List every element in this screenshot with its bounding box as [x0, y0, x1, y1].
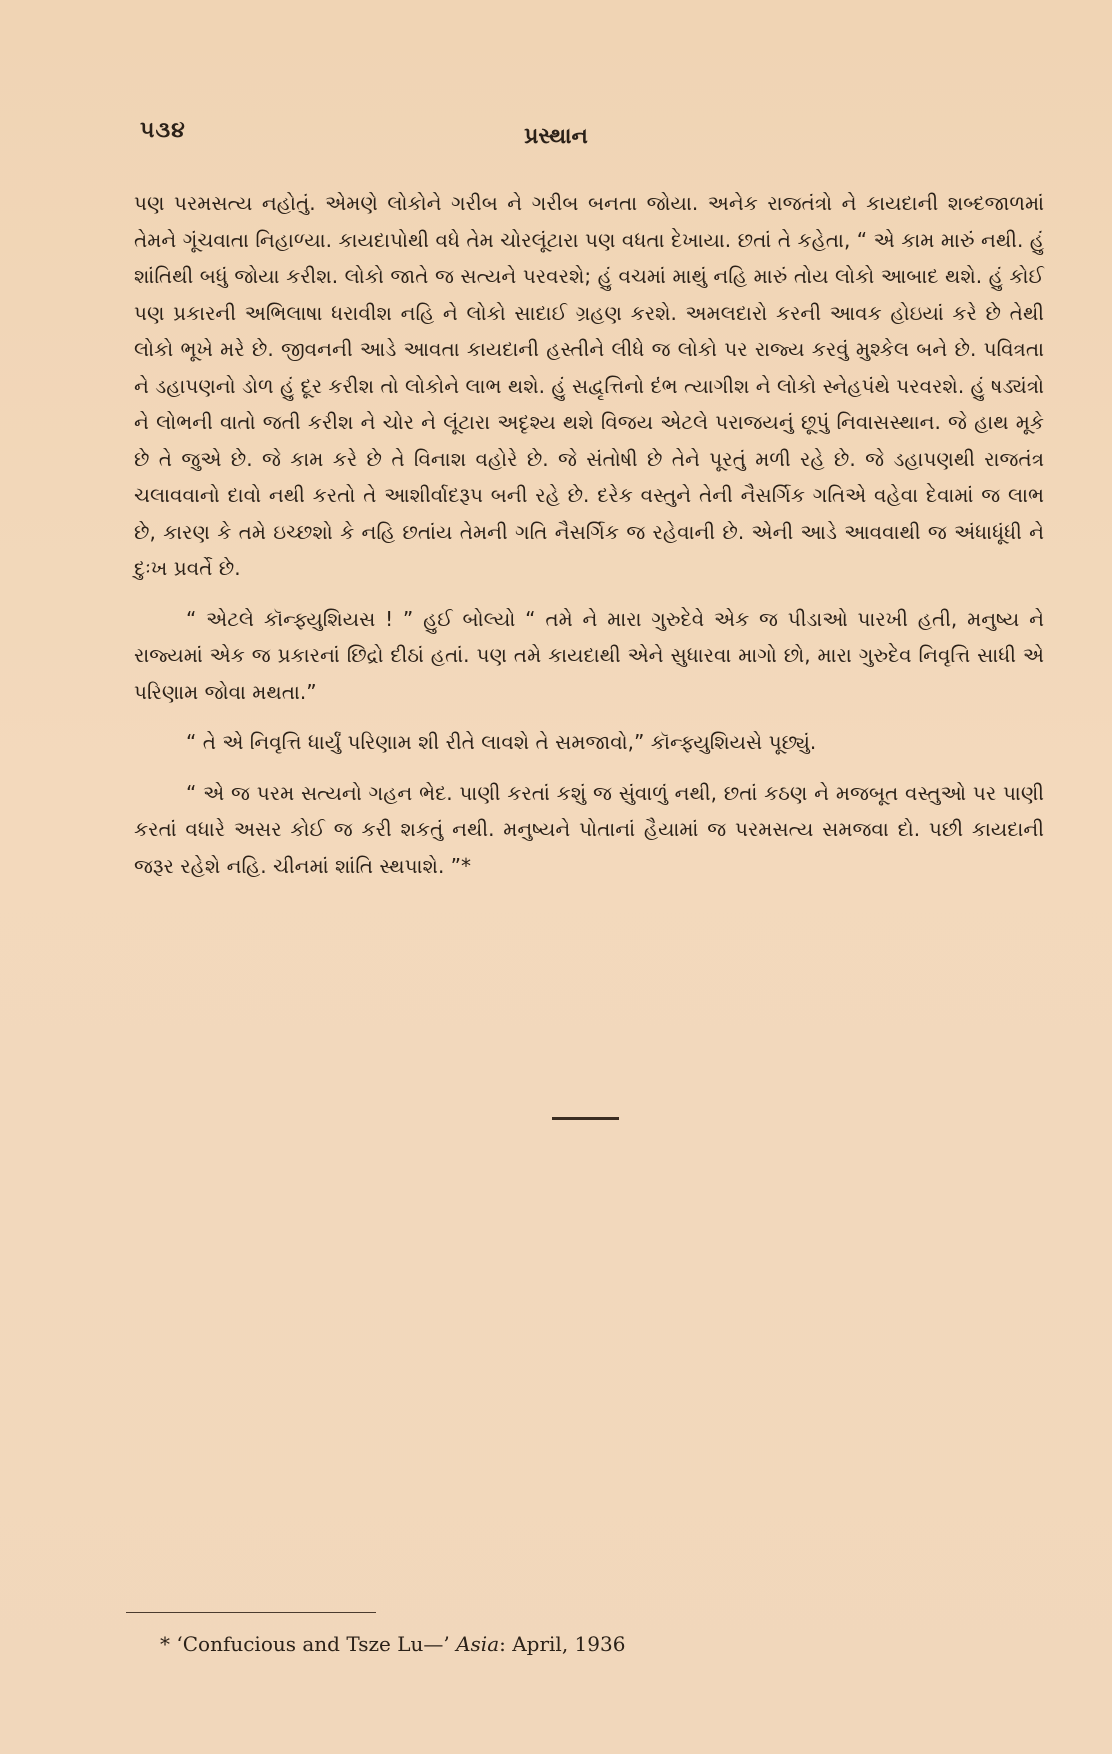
running-title: પ્રસ્થાન	[524, 124, 588, 149]
section-divider	[552, 1117, 619, 1120]
paragraph-4: “ એ જ પરમ સત્યનો ગહન ભેદ. પાણી કરતાં કશું જ સુંવાળું નથી, છતાં કઠણ ને મજબૂત વસ્તુઓ પર પાણી કરતાં વધારે અસર કોઈ જ કરી શકતું નથી. મનુષ્યને પોતાનાં હૈયામાં જ પરમસત્ય સમજવા દો. પછી કાયદાની જરૂર રહેશે નહિ. ચીનમાં શાંતિ સ્થપાશે. ”*	[134, 780, 1044, 878]
footnote-source: Asia	[456, 1632, 500, 1656]
footnote-divider	[126, 1612, 376, 1613]
footnote	[160, 1632, 625, 1656]
footnote-marker: * ‘	[160, 1632, 183, 1656]
page-number: ૫૩૪	[140, 118, 186, 143]
footnote-date: : April, 1936	[499, 1632, 626, 1656]
body-text	[134, 185, 1044, 898]
paragraph-3: “ તે એ નિવૃત્તિ ધાર્યું પરિણામ શી રીતે લાવશે તે સમજાવો,” કૉન્ફ્યુશિયસે પૂછ્યું.	[186, 730, 817, 754]
paragraph-1: પણ પરમસત્ય નહોતું. એમણે લોકોને ગરીબ ને ગરીબ બનતા જોયા. અનેક રાજતંત્રો ને કાયદાની શબ્દજાળમાં તેમને ગૂંચવાતા નિહાળ્યા. કાયદાપોથી વધે તેમ ચોરલૂંટારા પણ વધતા દેખાયા. છતાં તે કહેતા, “ એ કામ મારું નથી. હું શાંતિથી બધું જોયા કરીશ. લોકો જાતે જ સત્યને પરવરશે; હું વચમાં માથું નહિ મારું તોય લોકો આબાદ થશે. હું કોઈ પણ પ્રકારની અભિલાષા ધરાવીશ નહિ ને લોકો સાદાઈ ગ્રહણ કરશે. અમલદારો કરની આવક હોઇયાં કરે છે તેથી લોકો ભૂખે મરે છે. જીવનની આડે આવતા કાયદાની હસ્તીને લીધે જ લોકો પર રાજ્ય કરવું મુશ્કેલ બને છે. પવિત્રતા ને ડહાપણનો ડોળ હું દૂર કરીશ તો લોકોને લાભ થશે. હું સદ્વૃત્તિનો દંભ ત્યાગીશ ને લોકો સ્નેહપંથે પરવરશે. હું ષડ્યંત્રો ને લોભની વાતો જતી કરીશ ને ચોર ને લૂંટારા અદૃશ્ય થશે વિજય એટલે પરાજયનું છૂપું નિવાસસ્થાન. જે હાથ મૂકે છે તે જુએ છે. જે કામ કરે છે તે વિનાશ વહોરે છે. જે સંતોષી છે તેને પૂરતું મળી રહે છે. જે ડહાપણથી રાજતંત્ર ચલાવવાનો દાવો નથી કરતો તે આશીર્વાદરૂપ બની રહે છે. દરેક વસ્તુને તેની નૈસર્ગિક ગતિએ વહેવા દેવામાં જ લાભ છે, કારણ કે તમે ઇચ્છશો કે નહિ છતાંય તેમની ગતિ નૈસર્ગિક જ રહેવાની છે. એની આડે આવવાથી જ અંધાધૂંધી ને દુઃખ પ્રવર્તે છે.	[134, 191, 1044, 580]
paragraph-2: “ એટલે કૉન્ફ્યુશિયસ ! ” હુઈ બોલ્યો “ તમે ને મારા ગુરુદેવે એક જ પીડાઓ પારખી હતી, મનુષ્ય ને રાજ્યમાં એક જ પ્રકારનાં છિદ્રો દીઠાં હતાં. પણ તમે કાયદાથી એને સુધારવા માગો છો, મારા ગુરુદેવ નિવૃત્તિ સાધી એ પરિણામ જોવા મથતા.”	[134, 606, 1044, 704]
footnote-title: Confucious and Tsze Lu—’	[182, 1632, 457, 1656]
